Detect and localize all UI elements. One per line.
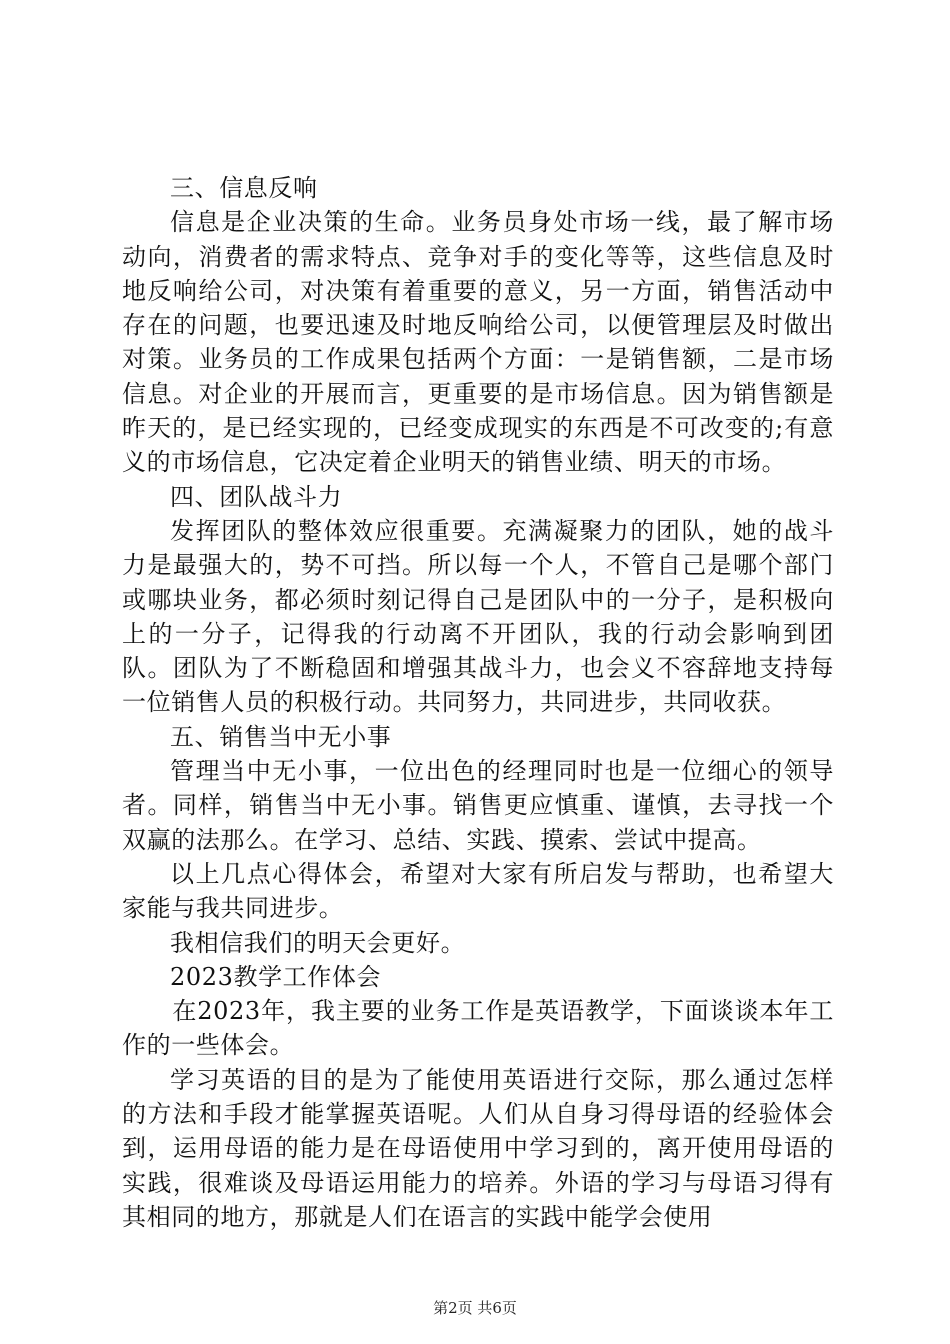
page-footer: 第2页 共6页 <box>433 1299 517 1317</box>
paragraph-feedback: 信息是企业决策的生命。业务员身处市场一线，最了解市场动向，消费者的需求特点、竞争对手的变化等等，这些信息及时地反响给公司，对决策有着重要的意义，另一方面，销售活动中存在的问题，也要迅速及时地反响给公司，以便管理层及时做出对策。业务员的工作成果包括两个方面：一是销售额，二是市场信息。对企业的开展而言，更重要的是市场信息。因为销售额是昨天的，是已经实现的，已经变成现实的东西是不可改变的;有意义的市场信息，它决定着企业明天的销售业绩、明天的市场。 <box>122 208 834 477</box>
section-heading-details: 五、销售当中无小事 <box>170 722 392 751</box>
paragraph-english-learning: 学习英语的目的是为了能使用英语进行交际，那么通过怎样的方法和手段才能掌握英语呢。人们从自身习得母语的经验体会到，运用母语的能力是在母语使用中学习到的，离开使用母语的实践，很难谈及母语运用能力的培养。外语的学习与母语习得有其相同的地方，那就是人们在语言的实践中能学会使用 <box>122 1065 834 1231</box>
paragraph-closing: 我相信我们的明天会更好。 <box>170 928 466 957</box>
paragraph-conclusion: 以上几点心得体会，希望对大家有所启发与帮助，也希望大家能与我共同进步。 <box>122 859 834 923</box>
document-body <box>122 171 834 1234</box>
section-heading-feedback: 三、信息反响 <box>170 174 318 202</box>
paragraph-teamwork: 发挥团队的整体效应很重要。充满凝聚力的团队，她的战斗力是最强大的，势不可挡。所以每一个人，不管自己是哪个部门或哪块业务，都必须时刻记得自己是团队中的一分子，是积极向上的一分子，记得我的行动离不开团队，我的行动会影响到团队。团队为了不断稳固和增强其战斗力，也会义不容辞地支持每一位销售人员的积极行动。共同努力，共同进步，共同收获。 <box>122 516 834 717</box>
section-heading-teamwork: 四、团队战斗力 <box>170 482 343 511</box>
paragraph-details: 管理当中无小事，一位出色的经理同时也是一位细心的领导者。同样，销售当中无小事。销售更应慎重、谨慎，去寻找一个双赢的法那么。在学习、总结、实践、摸索、尝试中提高。 <box>122 757 834 854</box>
paragraph-intro: 在2023年，我主要的业务工作是英语教学，下面谈谈本年工作的一些体会。 <box>122 997 834 1060</box>
article-title: 2023教学工作体会 <box>170 962 382 991</box>
